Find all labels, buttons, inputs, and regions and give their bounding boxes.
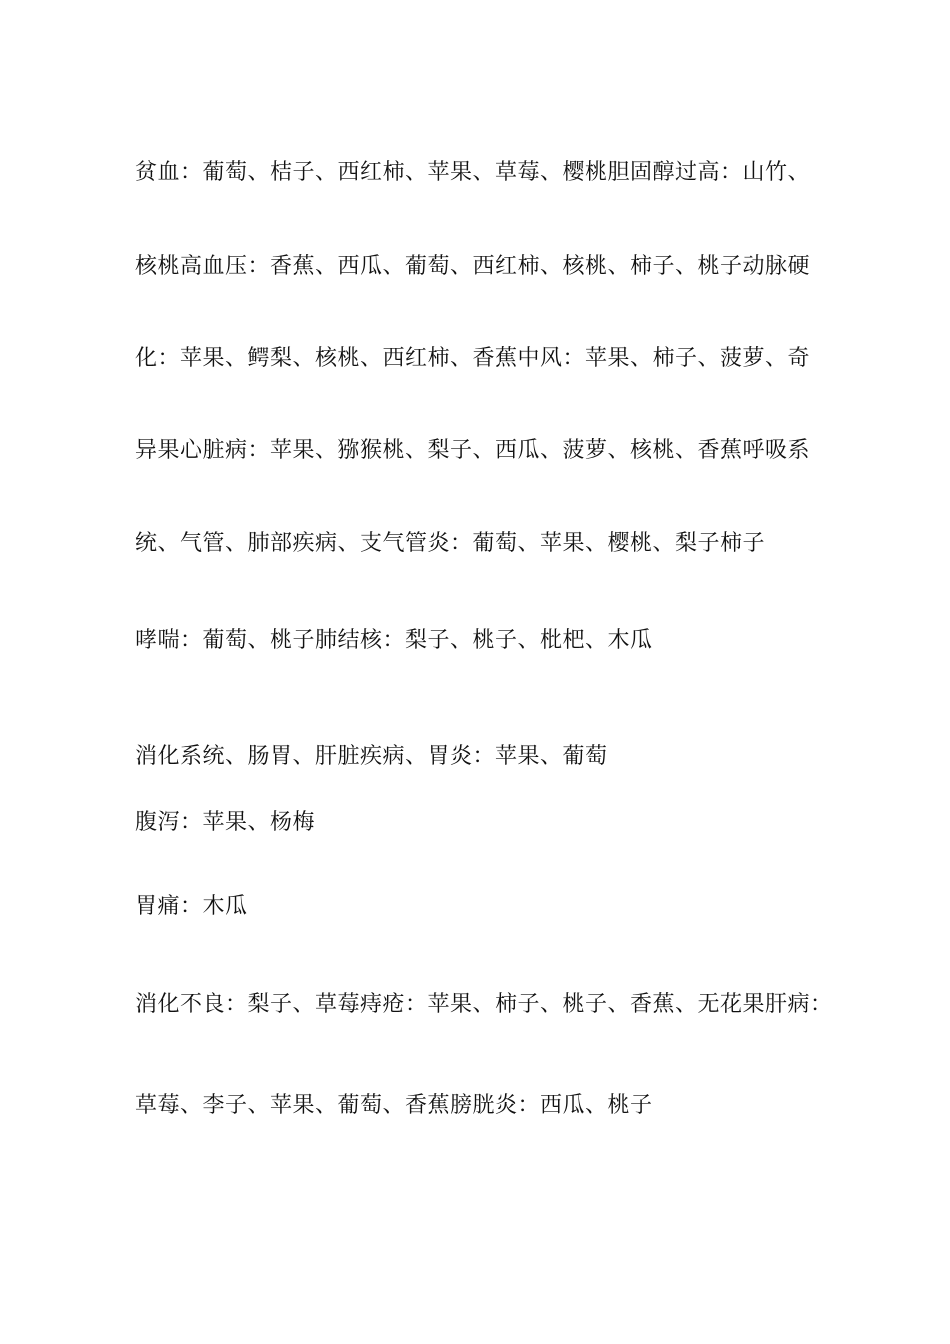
text-line-respiratory: 统、气管、肺部疾病、支气管炎：葡萄、苹果、樱桃、梨子柿子: [135, 531, 766, 556]
text-line-liver-bladder: 草莓、李子、苹果、葡萄、香蕉膀胱炎：西瓜、桃子: [135, 1093, 653, 1118]
text-line-digestive: 消化系统、肠胃、肝脏疾病、胃炎：苹果、葡萄: [135, 744, 608, 769]
text-line-anemia: 贫血：葡萄、桔子、西红柿、苹果、草莓、樱桃胆固醇过高：山竹、: [135, 160, 811, 185]
text-line-heart-disease: 异果心脏病：苹果、猕猴桃、梨子、西瓜、菠萝、核桃、香蕉呼吸系: [135, 438, 811, 463]
text-line-asthma: 哮喘：葡萄、桃子肺结核：梨子、桃子、枇杷、木瓜: [135, 628, 653, 653]
text-line-diarrhea: 腹泻：苹果、杨梅: [135, 810, 316, 835]
text-line-hypertension: 核桃高血压：香蕉、西瓜、葡萄、西红柿、核桃、柿子、桃子动脉硬: [135, 254, 811, 279]
text-line-atherosclerosis: 化：苹果、鳄梨、核桃、西红柿、香蕉中风：苹果、柿子、菠萝、奇: [135, 346, 811, 371]
text-line-stomachache: 胃痛：木瓜: [135, 894, 248, 919]
text-line-indigestion: 消化不良：梨子、草莓痔疮：苹果、柿子、桃子、香蕉、无花果肝病：: [135, 992, 833, 1017]
